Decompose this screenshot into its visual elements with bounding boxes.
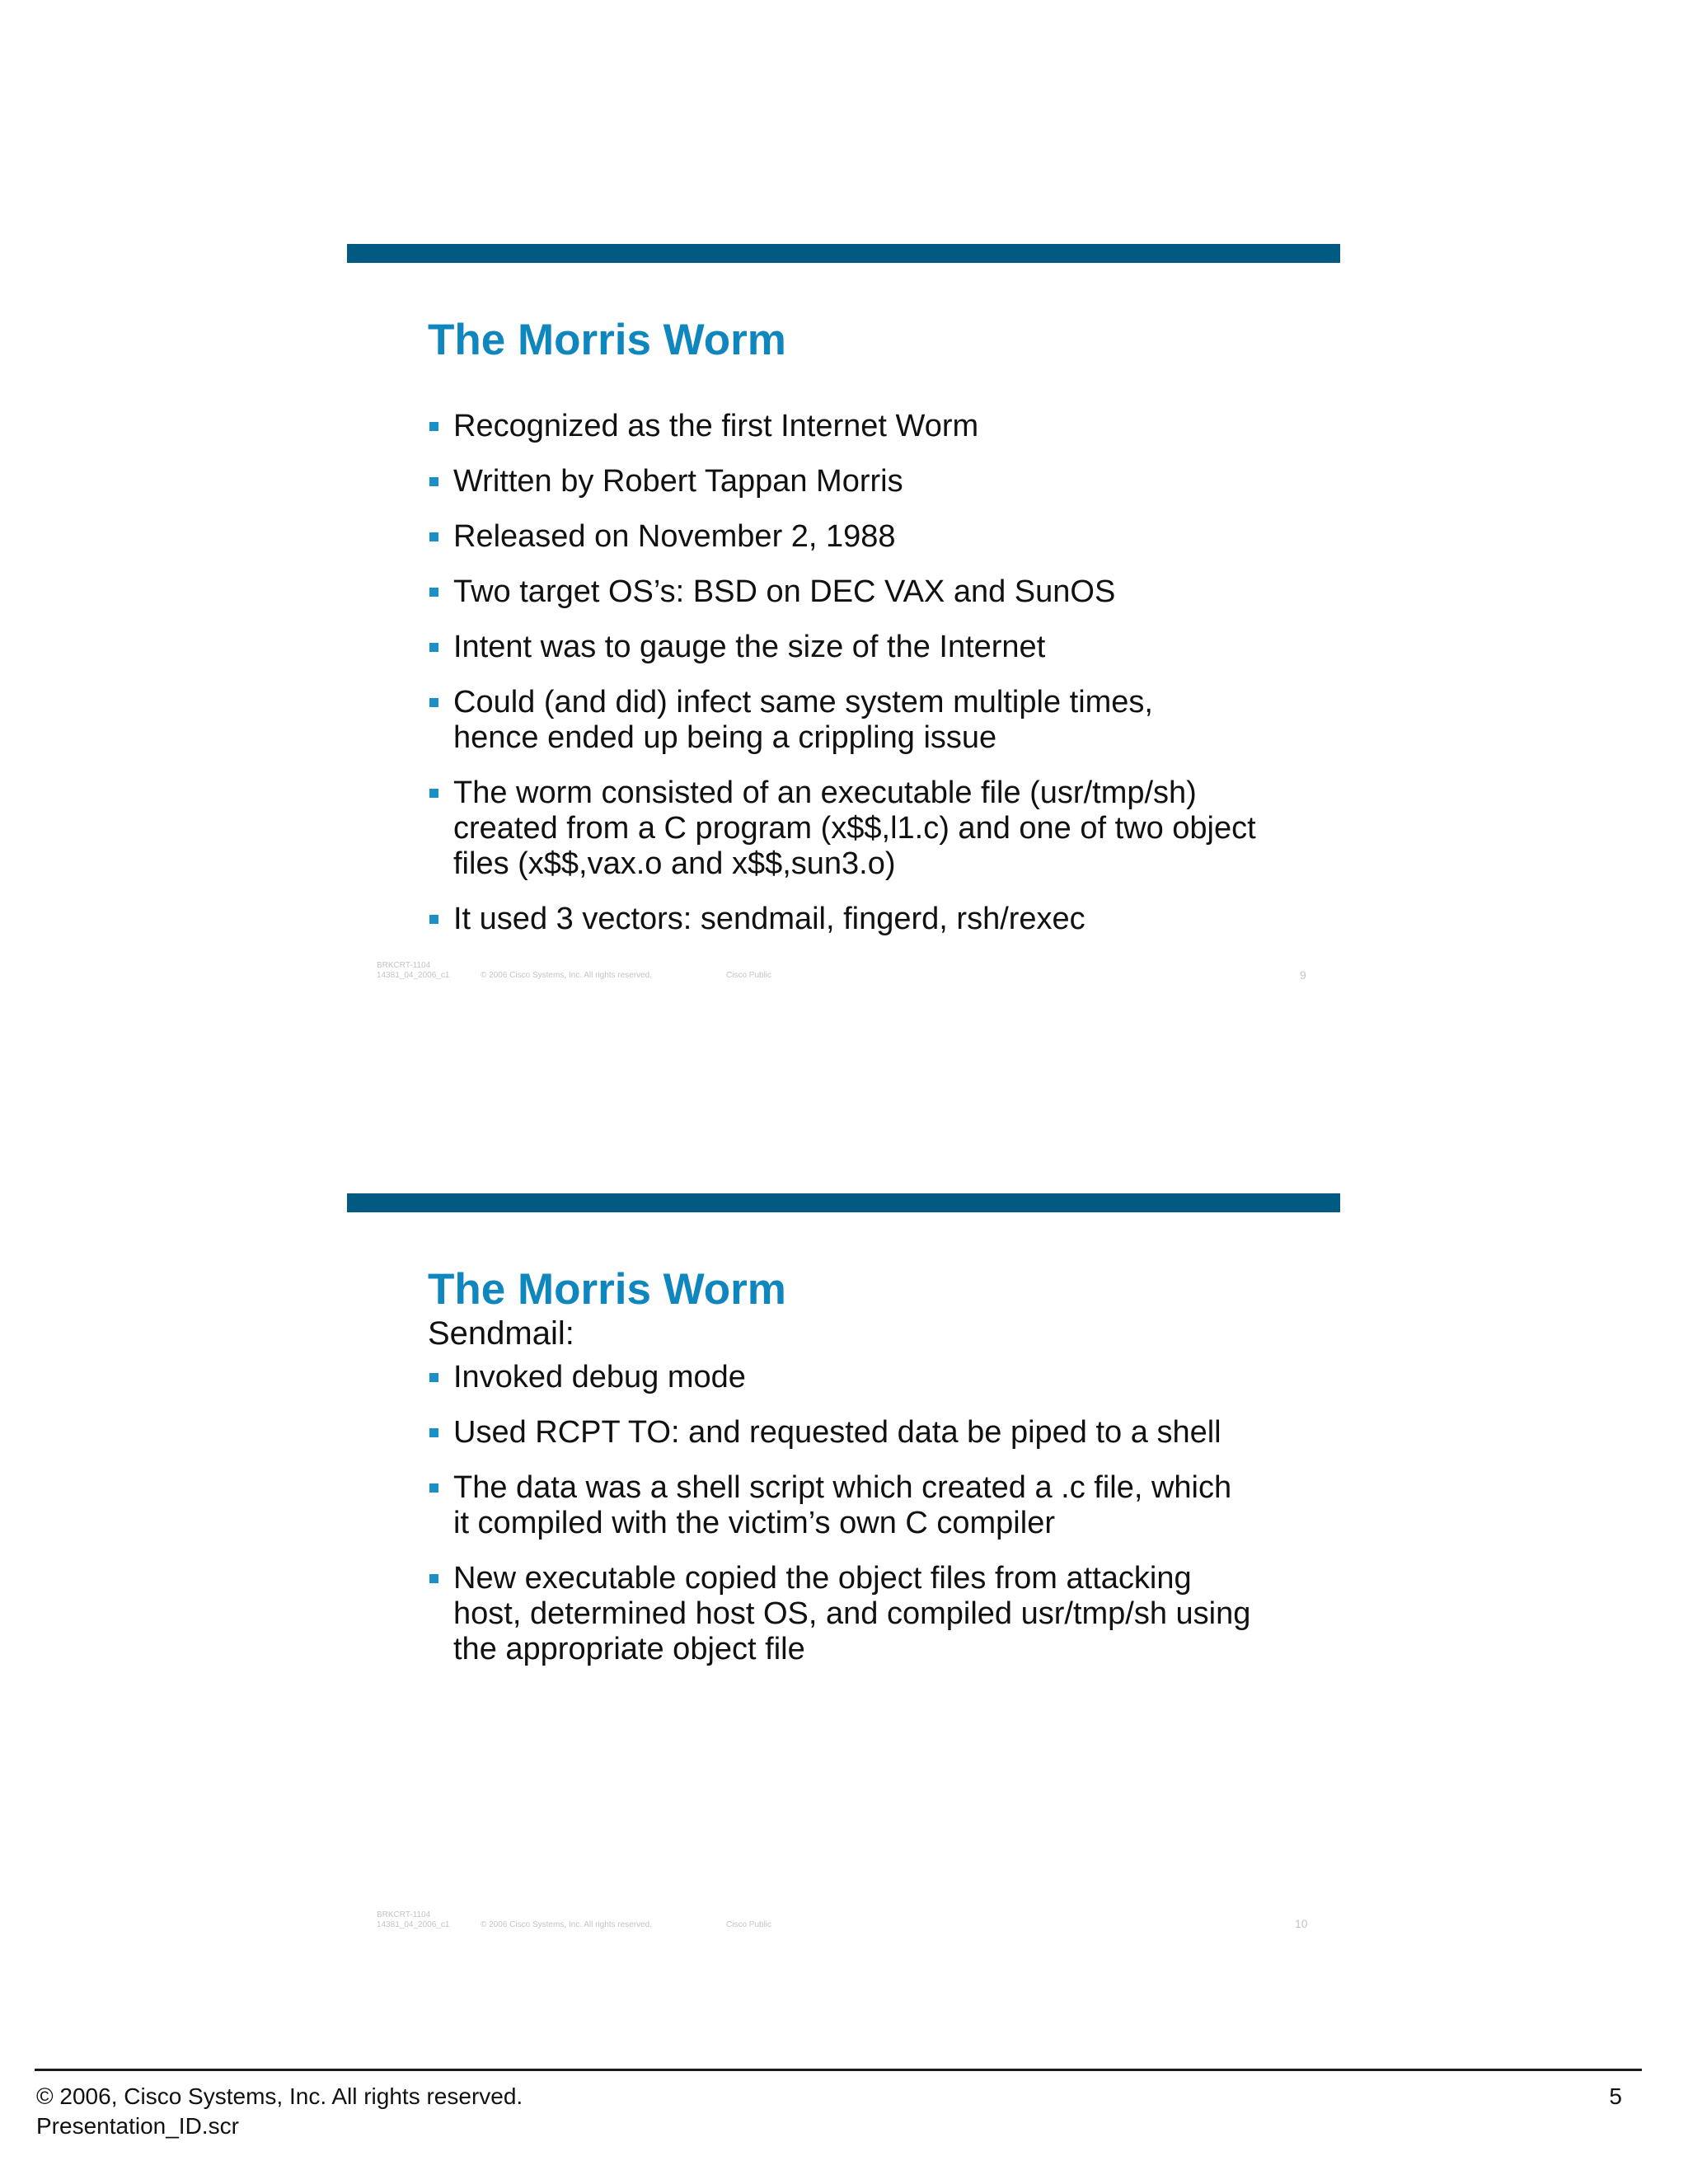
list-item: It used 3 vectors: sendmail, fingerd, rsh/rexec xyxy=(428,902,1301,937)
slide-top-bar xyxy=(347,1193,1340,1212)
bullet-square-icon xyxy=(429,1428,438,1437)
bullet-square-icon xyxy=(429,643,438,652)
list-item: Intent was to gauge the size of the Internet xyxy=(428,630,1301,665)
list-item: Invoked debug mode xyxy=(428,1360,1301,1395)
bullet-square-icon xyxy=(429,1574,438,1583)
bullet-square-icon xyxy=(429,532,438,541)
list-item: Released on November 2, 1988 xyxy=(428,519,1301,555)
list-item: Recognized as the first Internet Worm xyxy=(428,409,1301,444)
bullet-square-icon xyxy=(429,789,438,798)
slide-top-bar xyxy=(347,244,1340,263)
list-item: Two target OS’s: BSD on DEC VAX and SunOS xyxy=(428,574,1301,610)
list-item: Used RCPT TO: and requested data be piped to a shell xyxy=(428,1415,1301,1451)
bullet-square-icon xyxy=(429,1483,438,1493)
slide-number: 9 xyxy=(1300,968,1306,982)
bullet-list xyxy=(428,409,1301,957)
list-item: The worm consisted of an executable file (usr/tmp/sh) created from a C program (x$$,l1.c) and one of two object files (x$$,vax.o and x$$,sun3.o) xyxy=(428,776,1278,882)
slide-footer-codes: BRKCRT-1104 14381_04_2006_c1 xyxy=(377,961,450,980)
presentation-id: Presentation_ID.scr xyxy=(36,2113,239,2139)
bullet-square-icon xyxy=(429,588,438,597)
slide-footer-copyright: © 2006 Cisco Systems, Inc. All rights reserved. xyxy=(481,971,653,980)
slide-footer-classification: Cisco Public xyxy=(726,971,772,980)
list-item: Written by Robert Tappan Morris xyxy=(428,464,1301,499)
slide-footer-codes: BRKCRT-1104 14381_04_2006_c1 xyxy=(377,1910,450,1929)
slide-footer-copyright: © 2006 Cisco Systems, Inc. All rights reserved. xyxy=(481,1920,653,1929)
bullet-list xyxy=(428,1360,1301,1687)
page-footer-left xyxy=(36,2082,523,2141)
slide-number: 10 xyxy=(1295,1917,1308,1930)
slide-title: The Morris Worm xyxy=(428,1265,786,1314)
slide-10 xyxy=(347,1193,1340,1976)
bullet-square-icon xyxy=(429,422,438,431)
list-item: New executable copied the object files from attacking host, determined host OS, and compiled usr/tmp/sh using the appropriate object file xyxy=(428,1561,1261,1667)
slide-subheading: Sendmail: xyxy=(428,1315,574,1352)
list-item: Could (and did) infect same system multiple times, hence ended up being a crippling issue xyxy=(428,685,1245,756)
bullet-square-icon xyxy=(429,477,438,486)
bullet-square-icon xyxy=(429,915,438,924)
page-number: 5 xyxy=(1609,2083,1622,2109)
page-copyright: © 2006, Cisco Systems, Inc. All rights reserved. xyxy=(36,2083,523,2109)
bullet-square-icon xyxy=(429,698,438,707)
slide-title: The Morris Worm xyxy=(428,316,786,364)
page-footer-rule xyxy=(35,2069,1642,2071)
list-item: The data was a shell script which created a .c file, which it compiled with the victim’s own C compiler xyxy=(428,1470,1245,1541)
slide-footer-classification: Cisco Public xyxy=(726,1920,772,1929)
bullet-square-icon xyxy=(429,1373,438,1382)
slide-9 xyxy=(347,244,1340,1027)
